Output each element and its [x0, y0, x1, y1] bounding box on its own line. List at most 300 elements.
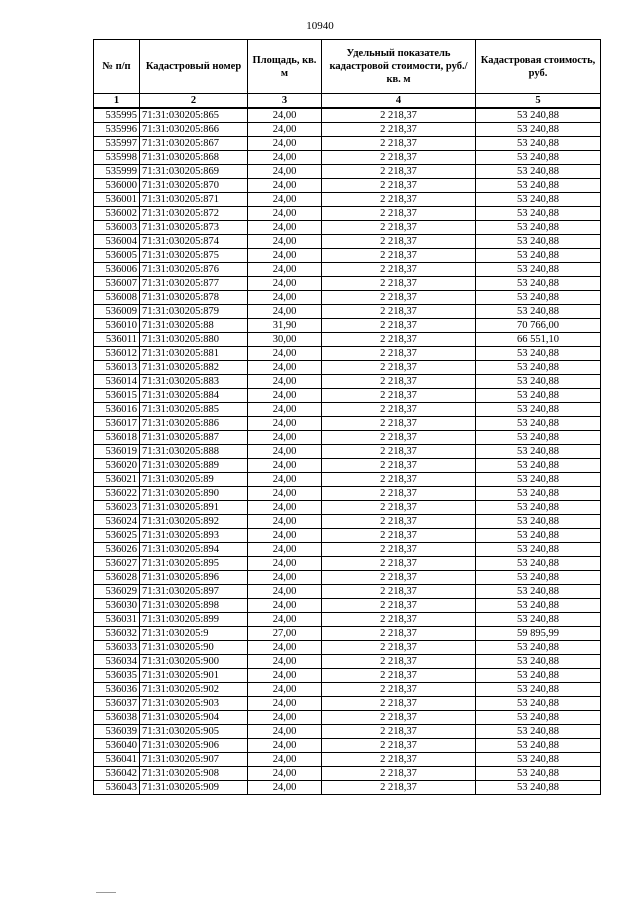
cadastral-value-cell: 53 240,88	[476, 108, 601, 123]
area-cell: 24,00	[248, 781, 322, 795]
area-cell: 24,00	[248, 683, 322, 697]
page-number: 10940	[306, 20, 334, 32]
table-row	[94, 361, 601, 375]
cadastral-number-cell: 71:31:030205:897	[140, 585, 248, 599]
table-row	[94, 137, 601, 151]
row-number-cell: 536011	[94, 333, 140, 347]
cadastral-number-cell: 71:31:030205:890	[140, 487, 248, 501]
area-cell: 24,00	[248, 767, 322, 781]
row-number-cell: 536037	[94, 697, 140, 711]
area-cell: 24,00	[248, 543, 322, 557]
cadastral-value-cell: 53 240,88	[476, 235, 601, 249]
cadastral-value-cell: 53 240,88	[476, 207, 601, 221]
table-row	[94, 333, 601, 347]
cadastral-value-cell: 53 240,88	[476, 165, 601, 179]
specific-value-cell: 2 218,37	[322, 711, 476, 725]
specific-value-cell: 2 218,37	[322, 235, 476, 249]
cadastral-number-cell: 71:31:030205:865	[140, 108, 248, 123]
row-number-cell: 536017	[94, 417, 140, 431]
cadastral-value-cell: 53 240,88	[476, 599, 601, 613]
row-number-cell: 536027	[94, 557, 140, 571]
table-row	[94, 263, 601, 277]
specific-value-cell: 2 218,37	[322, 108, 476, 123]
specific-value-cell: 2 218,37	[322, 123, 476, 137]
area-cell: 24,00	[248, 641, 322, 655]
specific-value-cell: 2 218,37	[322, 529, 476, 543]
area-cell: 24,00	[248, 221, 322, 235]
area-cell: 24,00	[248, 389, 322, 403]
cadastral-value-cell: 59 895,99	[476, 627, 601, 641]
specific-value-cell: 2 218,37	[322, 753, 476, 767]
cadastral-number-cell: 71:31:030205:884	[140, 389, 248, 403]
area-cell: 24,00	[248, 669, 322, 683]
row-number-cell: 536029	[94, 585, 140, 599]
specific-value-cell: 2 218,37	[322, 669, 476, 683]
column-number: 1	[94, 94, 140, 109]
specific-value-cell: 2 218,37	[322, 263, 476, 277]
cadastral-number-cell: 71:31:030205:902	[140, 683, 248, 697]
table-row	[94, 515, 601, 529]
table-row	[94, 249, 601, 263]
area-cell: 24,00	[248, 207, 322, 221]
area-cell: 24,00	[248, 403, 322, 417]
cadastral-number-cell: 71:31:030205:885	[140, 403, 248, 417]
cadastral-number-cell: 71:31:030205:904	[140, 711, 248, 725]
cadastral-number-cell: 71:31:030205:907	[140, 753, 248, 767]
cadastral-value-cell: 53 240,88	[476, 767, 601, 781]
cadastral-number-cell: 71:31:030205:888	[140, 445, 248, 459]
area-cell: 24,00	[248, 179, 322, 193]
cadastral-value-cell: 53 240,88	[476, 529, 601, 543]
cadastral-number-cell: 71:31:030205:876	[140, 263, 248, 277]
table-row	[94, 389, 601, 403]
table-row	[94, 347, 601, 361]
table-row	[94, 697, 601, 711]
table-row	[94, 767, 601, 781]
cadastral-number-cell: 71:31:030205:867	[140, 137, 248, 151]
cadastral-value-cell: 53 240,88	[476, 515, 601, 529]
specific-value-cell: 2 218,37	[322, 487, 476, 501]
cadastral-number-cell: 71:31:030205:9	[140, 627, 248, 641]
table-row	[94, 613, 601, 627]
area-cell: 24,00	[248, 305, 322, 319]
cadastral-value-cell: 53 240,88	[476, 123, 601, 137]
table-row	[94, 417, 601, 431]
cadastral-value-cell: 53 240,88	[476, 361, 601, 375]
row-number-cell: 536016	[94, 403, 140, 417]
area-cell: 31,90	[248, 319, 322, 333]
row-number-cell: 536013	[94, 361, 140, 375]
header-area: Площадь, кв. м	[248, 40, 322, 94]
cadastral-value-cell: 53 240,88	[476, 683, 601, 697]
table-row	[94, 445, 601, 459]
row-number-cell: 535999	[94, 165, 140, 179]
cadastral-number-cell: 71:31:030205:900	[140, 655, 248, 669]
specific-value-cell: 2 218,37	[322, 683, 476, 697]
table-row	[94, 277, 601, 291]
area-cell: 24,00	[248, 459, 322, 473]
table-row	[94, 529, 601, 543]
cadastral-value-cell: 53 240,88	[476, 697, 601, 711]
cadastral-number-cell: 71:31:030205:906	[140, 739, 248, 753]
cadastral-value-cell: 53 240,88	[476, 193, 601, 207]
table-row	[94, 473, 601, 487]
cadastral-number-cell: 71:31:030205:883	[140, 375, 248, 389]
table-row	[94, 207, 601, 221]
table-row	[94, 571, 601, 585]
specific-value-cell: 2 218,37	[322, 305, 476, 319]
area-cell: 24,00	[248, 263, 322, 277]
row-number-cell: 536032	[94, 627, 140, 641]
row-number-cell: 536015	[94, 389, 140, 403]
cadastral-value-cell: 53 240,88	[476, 151, 601, 165]
cadastral-number-cell: 71:31:030205:875	[140, 249, 248, 263]
area-cell: 24,00	[248, 529, 322, 543]
row-number-cell: 536006	[94, 263, 140, 277]
specific-value-cell: 2 218,37	[322, 389, 476, 403]
row-number-cell: 536000	[94, 179, 140, 193]
specific-value-cell: 2 218,37	[322, 193, 476, 207]
cadastral-number-cell: 71:31:030205:899	[140, 613, 248, 627]
table-row	[94, 459, 601, 473]
table-row	[94, 319, 601, 333]
specific-value-cell: 2 218,37	[322, 151, 476, 165]
cadastral-value-cell: 53 240,88	[476, 277, 601, 291]
row-number-cell: 536009	[94, 305, 140, 319]
cadastral-number-cell: 71:31:030205:908	[140, 767, 248, 781]
table-row	[94, 123, 601, 137]
area-cell: 24,00	[248, 473, 322, 487]
area-cell: 24,00	[248, 123, 322, 137]
cadastral-number-cell: 71:31:030205:871	[140, 193, 248, 207]
row-number-cell: 536012	[94, 347, 140, 361]
row-number-cell: 536030	[94, 599, 140, 613]
cadastral-number-cell: 71:31:030205:898	[140, 599, 248, 613]
cadastral-value-cell: 53 240,88	[476, 403, 601, 417]
cadastral-number-cell: 71:31:030205:873	[140, 221, 248, 235]
table-row	[94, 655, 601, 669]
specific-value-cell: 2 218,37	[322, 221, 476, 235]
row-number-cell: 536028	[94, 571, 140, 585]
row-number-cell: 536023	[94, 501, 140, 515]
cadastral-number-cell: 71:31:030205:88	[140, 319, 248, 333]
table-row	[94, 753, 601, 767]
specific-value-cell: 2 218,37	[322, 627, 476, 641]
row-number-cell: 536010	[94, 319, 140, 333]
cadastral-value-cell: 53 240,88	[476, 375, 601, 389]
specific-value-cell: 2 218,37	[322, 767, 476, 781]
area-cell: 30,00	[248, 333, 322, 347]
cadastral-number-cell: 71:31:030205:901	[140, 669, 248, 683]
cadastral-value-cell: 53 240,88	[476, 641, 601, 655]
specific-value-cell: 2 218,37	[322, 291, 476, 305]
area-cell: 24,00	[248, 753, 322, 767]
table-row	[94, 683, 601, 697]
row-number-cell: 536041	[94, 753, 140, 767]
row-number-cell: 536033	[94, 641, 140, 655]
row-number-cell: 536008	[94, 291, 140, 305]
table-row	[94, 165, 601, 179]
cadastral-value-cell: 53 240,88	[476, 263, 601, 277]
column-number-row	[94, 94, 601, 109]
cadastral-value-cell: 53 240,88	[476, 389, 601, 403]
cadastral-number-cell: 71:31:030205:870	[140, 179, 248, 193]
row-number-cell: 536034	[94, 655, 140, 669]
row-number-cell: 536004	[94, 235, 140, 249]
specific-value-cell: 2 218,37	[322, 585, 476, 599]
header-cadastral-number: Кадастровый номер	[140, 40, 248, 94]
area-cell: 24,00	[248, 417, 322, 431]
cadastral-value-cell: 53 240,88	[476, 459, 601, 473]
cadastral-number-cell: 71:31:030205:881	[140, 347, 248, 361]
specific-value-cell: 2 218,37	[322, 557, 476, 571]
cadastral-number-cell: 71:31:030205:909	[140, 781, 248, 795]
table-row	[94, 711, 601, 725]
cadastral-number-cell: 71:31:030205:878	[140, 291, 248, 305]
cadastral-number-cell: 71:31:030205:868	[140, 151, 248, 165]
specific-value-cell: 2 218,37	[322, 333, 476, 347]
specific-value-cell: 2 218,37	[322, 571, 476, 585]
cadastral-value-cell: 53 240,88	[476, 501, 601, 515]
cadastral-value-cell: 53 240,88	[476, 739, 601, 753]
area-cell: 24,00	[248, 277, 322, 291]
specific-value-cell: 2 218,37	[322, 781, 476, 795]
cadastral-value-cell: 53 240,88	[476, 305, 601, 319]
area-cell: 24,00	[248, 151, 322, 165]
row-number-cell: 536021	[94, 473, 140, 487]
cadastral-number-cell: 71:31:030205:880	[140, 333, 248, 347]
area-cell: 24,00	[248, 375, 322, 389]
cadastral-value-cell: 66 551,10	[476, 333, 601, 347]
cadastral-number-cell: 71:31:030205:887	[140, 431, 248, 445]
area-cell: 24,00	[248, 487, 322, 501]
cadastral-number-cell: 71:31:030205:895	[140, 557, 248, 571]
cadastral-value-cell: 53 240,88	[476, 669, 601, 683]
cadastral-value-cell: 53 240,88	[476, 543, 601, 557]
cadastral-number-cell: 71:31:030205:872	[140, 207, 248, 221]
margin-mark	[96, 892, 116, 893]
row-number-cell: 535995	[94, 108, 140, 123]
area-cell: 27,00	[248, 627, 322, 641]
area-cell: 24,00	[248, 711, 322, 725]
table-row	[94, 585, 601, 599]
cadastral-value-cell: 53 240,88	[476, 725, 601, 739]
table-row	[94, 375, 601, 389]
area-cell: 24,00	[248, 291, 322, 305]
table-row	[94, 221, 601, 235]
cadastral-value-cell: 53 240,88	[476, 445, 601, 459]
row-number-cell: 536001	[94, 193, 140, 207]
cadastral-value-cell: 53 240,88	[476, 571, 601, 585]
table-row	[94, 641, 601, 655]
header-row-number: № п/п	[94, 40, 140, 94]
cadastral-value-cell: 53 240,88	[476, 557, 601, 571]
area-cell: 24,00	[248, 739, 322, 753]
row-number-cell: 536014	[94, 375, 140, 389]
specific-value-cell: 2 218,37	[322, 431, 476, 445]
table-row	[94, 235, 601, 249]
table-row	[94, 739, 601, 753]
specific-value-cell: 2 218,37	[322, 165, 476, 179]
cadastral-value-cell: 53 240,88	[476, 711, 601, 725]
specific-value-cell: 2 218,37	[322, 501, 476, 515]
specific-value-cell: 2 218,37	[322, 725, 476, 739]
area-cell: 24,00	[248, 361, 322, 375]
specific-value-cell: 2 218,37	[322, 445, 476, 459]
row-number-cell: 536042	[94, 767, 140, 781]
row-number-cell: 536043	[94, 781, 140, 795]
area-cell: 24,00	[248, 137, 322, 151]
cadastral-value-cell: 53 240,88	[476, 137, 601, 151]
row-number-cell: 535997	[94, 137, 140, 151]
table-row	[94, 305, 601, 319]
specific-value-cell: 2 218,37	[322, 277, 476, 291]
area-cell: 24,00	[248, 249, 322, 263]
specific-value-cell: 2 218,37	[322, 543, 476, 557]
cadastral-number-cell: 71:31:030205:892	[140, 515, 248, 529]
cadastral-number-cell: 71:31:030205:89	[140, 473, 248, 487]
area-cell: 24,00	[248, 655, 322, 669]
area-cell: 24,00	[248, 571, 322, 585]
cadastral-number-cell: 71:31:030205:882	[140, 361, 248, 375]
area-cell: 24,00	[248, 585, 322, 599]
column-number: 3	[248, 94, 322, 109]
row-number-cell: 536003	[94, 221, 140, 235]
table-row	[94, 781, 601, 795]
specific-value-cell: 2 218,37	[322, 179, 476, 193]
area-cell: 24,00	[248, 725, 322, 739]
row-number-cell: 536022	[94, 487, 140, 501]
table-row	[94, 599, 601, 613]
cadastral-number-cell: 71:31:030205:893	[140, 529, 248, 543]
table-row	[94, 291, 601, 305]
cadastral-value-cell: 53 240,88	[476, 347, 601, 361]
cadastral-value-table	[93, 39, 601, 795]
cadastral-value-cell: 53 240,88	[476, 291, 601, 305]
table-row	[94, 543, 601, 557]
specific-value-cell: 2 218,37	[322, 319, 476, 333]
specific-value-cell: 2 218,37	[322, 417, 476, 431]
row-number-cell: 536040	[94, 739, 140, 753]
cadastral-value-cell: 53 240,88	[476, 179, 601, 193]
table-row	[94, 669, 601, 683]
area-cell: 24,00	[248, 501, 322, 515]
specific-value-cell: 2 218,37	[322, 697, 476, 711]
table-row	[94, 179, 601, 193]
specific-value-cell: 2 218,37	[322, 207, 476, 221]
cadastral-value-cell: 53 240,88	[476, 221, 601, 235]
row-number-cell: 536020	[94, 459, 140, 473]
cadastral-value-cell: 53 240,88	[476, 417, 601, 431]
specific-value-cell: 2 218,37	[322, 599, 476, 613]
row-number-cell: 536018	[94, 431, 140, 445]
cadastral-number-cell: 71:31:030205:877	[140, 277, 248, 291]
area-cell: 24,00	[248, 599, 322, 613]
area-cell: 24,00	[248, 445, 322, 459]
cadastral-value-cell: 53 240,88	[476, 655, 601, 669]
row-number-cell: 536002	[94, 207, 140, 221]
specific-value-cell: 2 218,37	[322, 347, 476, 361]
cadastral-number-cell: 71:31:030205:866	[140, 123, 248, 137]
specific-value-cell: 2 218,37	[322, 655, 476, 669]
specific-value-cell: 2 218,37	[322, 403, 476, 417]
row-number-cell: 536005	[94, 249, 140, 263]
area-cell: 24,00	[248, 613, 322, 627]
cadastral-number-cell: 71:31:030205:894	[140, 543, 248, 557]
column-number: 2	[140, 94, 248, 109]
specific-value-cell: 2 218,37	[322, 459, 476, 473]
row-number-cell: 536038	[94, 711, 140, 725]
table-row	[94, 151, 601, 165]
table-row	[94, 501, 601, 515]
row-number-cell: 536025	[94, 529, 140, 543]
header-specific-value: Удельный показатель кадастровой стоимости, руб./кв. м	[322, 40, 476, 94]
cadastral-value-cell: 53 240,88	[476, 585, 601, 599]
cadastral-number-cell: 71:31:030205:874	[140, 235, 248, 249]
cadastral-value-cell: 53 240,88	[476, 249, 601, 263]
area-cell: 24,00	[248, 515, 322, 529]
specific-value-cell: 2 218,37	[322, 361, 476, 375]
cadastral-value-cell: 53 240,88	[476, 473, 601, 487]
specific-value-cell: 2 218,37	[322, 515, 476, 529]
specific-value-cell: 2 218,37	[322, 641, 476, 655]
row-number-cell: 536007	[94, 277, 140, 291]
cadastral-number-cell: 71:31:030205:905	[140, 725, 248, 739]
table-row	[94, 557, 601, 571]
area-cell: 24,00	[248, 557, 322, 571]
cadastral-number-cell: 71:31:030205:90	[140, 641, 248, 655]
specific-value-cell: 2 218,37	[322, 473, 476, 487]
cadastral-value-cell: 53 240,88	[476, 613, 601, 627]
row-number-cell: 535998	[94, 151, 140, 165]
table-header-row	[94, 40, 601, 94]
row-number-cell: 536024	[94, 515, 140, 529]
table-row	[94, 431, 601, 445]
area-cell: 24,00	[248, 108, 322, 123]
area-cell: 24,00	[248, 165, 322, 179]
row-number-cell: 536039	[94, 725, 140, 739]
specific-value-cell: 2 218,37	[322, 613, 476, 627]
cadastral-number-cell: 71:31:030205:886	[140, 417, 248, 431]
table-row	[94, 627, 601, 641]
column-number: 4	[322, 94, 476, 109]
area-cell: 24,00	[248, 193, 322, 207]
table-body	[94, 108, 601, 795]
table-row	[94, 725, 601, 739]
row-number-cell: 536031	[94, 613, 140, 627]
cadastral-value-cell: 70 766,00	[476, 319, 601, 333]
table-row	[94, 108, 601, 123]
cadastral-value-cell: 53 240,88	[476, 781, 601, 795]
cadastral-value-cell: 53 240,88	[476, 431, 601, 445]
specific-value-cell: 2 218,37	[322, 249, 476, 263]
row-number-cell: 536019	[94, 445, 140, 459]
area-cell: 24,00	[248, 347, 322, 361]
cadastral-value-cell: 53 240,88	[476, 753, 601, 767]
table-row	[94, 403, 601, 417]
cadastral-number-cell: 71:31:030205:891	[140, 501, 248, 515]
cadastral-number-cell: 71:31:030205:889	[140, 459, 248, 473]
cadastral-number-cell: 71:31:030205:903	[140, 697, 248, 711]
row-number-cell: 536035	[94, 669, 140, 683]
table-row	[94, 487, 601, 501]
row-number-cell: 536026	[94, 543, 140, 557]
specific-value-cell: 2 218,37	[322, 739, 476, 753]
area-cell: 24,00	[248, 235, 322, 249]
cadastral-number-cell: 71:31:030205:896	[140, 571, 248, 585]
specific-value-cell: 2 218,37	[322, 137, 476, 151]
area-cell: 24,00	[248, 697, 322, 711]
